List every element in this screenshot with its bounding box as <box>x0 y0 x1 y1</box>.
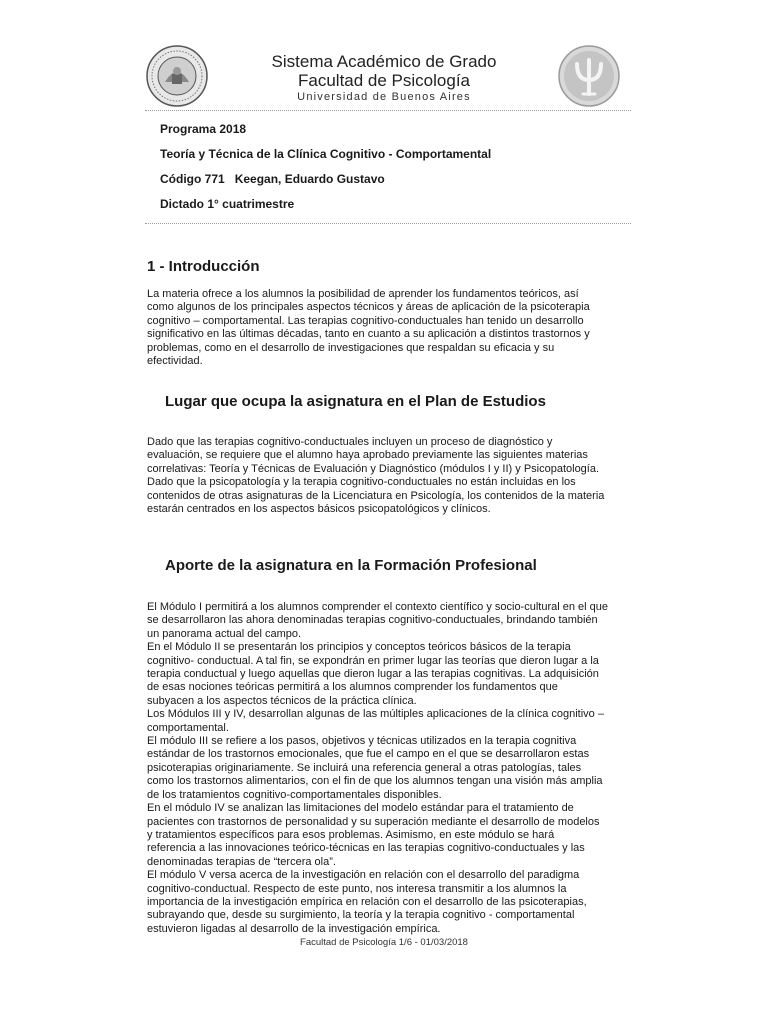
text-line: de los tratamientos cognitivo-comportamentales disponibles. <box>147 788 442 801</box>
text-line: se desarrollaron las ahora denominadas terapias cognitivo-conductuales, brindando también <box>147 614 598 627</box>
text-line: La materia ofrece a los alumnos la posibilidad de aprender los fundamentos teóricos, así <box>147 288 579 300</box>
text-line: cognitivo-conductual. Respecto de este punto, nos interesa transmitir a los alumnos la <box>147 882 567 895</box>
text-line: importancia de la investigación empírica en relación con el desarrollo de las psicoterapias, <box>147 895 587 908</box>
plan-paragraph <box>147 436 631 516</box>
faculty-name: Facultad de Psicología <box>298 71 470 90</box>
text-line: Los Módulos III y IV, desarrollan algunas de las múltiples aplicaciones de la clínica cognitivo – <box>147 708 604 721</box>
text-line: significativo en las últimas décadas, tanto en cuanto a su aplicación a distintos trastornos y <box>147 328 590 341</box>
intro-paragraph <box>147 288 631 368</box>
text-line: estarán centrados en los aspectos básicos psicopatológicos y clínicos. <box>147 503 491 516</box>
text-line: contenidos de otras asignaturas de la Licenciatura en Psicología, los contenidos de la materia <box>147 489 605 502</box>
plan-heading: Lugar que ocupa la asignatura en el Plan de Estudios <box>165 393 546 410</box>
text-line: terapia conductual y luego aquellas que dieron lugar a las terapias cognitivas. La adquisición <box>147 668 599 681</box>
course-term: Dictado 1° cuatrimestre <box>160 197 295 211</box>
text-line: un panorama actual del campo. <box>147 627 302 640</box>
program-year: Programa 2018 <box>160 122 247 136</box>
text-line: subrayando que, desde su surgimiento, la teoría y la terapia cognitivo - comportamental <box>147 909 575 922</box>
text-line: efectividad. <box>147 355 203 368</box>
system-title: Sistema Académico de Grado <box>271 52 497 71</box>
header-divider <box>145 110 631 111</box>
text-line: y tratamientos específicos para esos problemas. Asimismo, en este módulo se hará <box>147 828 555 841</box>
course-code: Código 771 <box>160 172 225 186</box>
text-line: cognitivo- conductual. A tal fin, se expondrán en primer lugar las teorías que dieron lugar a la <box>147 654 599 667</box>
text-line: pacientes con trastornos de personalidad y su superación mediante el desarrollo de modelos <box>147 815 600 828</box>
course-title: Teoría y Técnica de la Clínica Cognitivo - Comportamental <box>160 147 492 161</box>
text-line: de esas nociones teóricas permitirá a los alumnos comprender los fundamentos que <box>147 681 558 694</box>
text-line: evaluación, se requiere que el alumno haya aprobado previamente las siguientes materias <box>147 449 588 462</box>
program-divider <box>145 223 631 224</box>
text-line: psicoterapias originariamente. Se incluirá una referencia general a otras patologías, tales <box>147 761 582 774</box>
text-line: estándar de los trastornos emocionales, que fue el campo en el que se desarrollaron estas <box>147 748 590 761</box>
intro-heading: 1 - Introducción <box>147 258 260 275</box>
text-line: comportamental. <box>147 721 229 734</box>
page-footer: Facultad de Psicología 1/6 - 01/03/2018 <box>300 937 468 948</box>
text-line: El Módulo I permitirá a los alumnos comprender el contexto científico y socio-cultural en el que <box>147 601 609 613</box>
text-line: referencia a las innovaciones teórico-técnicas en las terapias cognitivo-conductuales y las <box>147 842 585 855</box>
text-line: El módulo III se refiere a los pasos, objetivos y técnicas utilizados en la terapia cognitiva <box>147 735 577 748</box>
text-line: denominadas terapias de “tercera ola”. <box>147 855 336 868</box>
university-name: Universidad de Buenos Aires <box>297 91 471 103</box>
text-line: cognitivo – comportamental. Las terapias cognitivo-conductuales han tenido un desarrollo <box>147 314 584 327</box>
text-line: En el Módulo II se presentarán los principios y conceptos teóricos básicos de la terapia <box>147 641 571 654</box>
course-code-professor <box>160 172 385 186</box>
aporte-heading: Aporte de la asignatura en la Formación Profesional <box>165 557 537 574</box>
text-line: como los trastornos alimentarios, con el fin de que los alumnos tengan una visión más amplia <box>147 775 603 788</box>
text-line: correlativas: Teoría y Técnicas de Evaluación y Diagnóstico (módulos I y II) y Psicopatología. <box>147 462 600 475</box>
text-line: En el módulo IV se analizan las limitaciones del modelo estándar para el tratamiento de <box>147 802 574 815</box>
text-line: subyacen a los aspectos técnicos de la práctica clínica. <box>147 694 417 707</box>
text-line: El módulo V versa acerca de la investigación en relación con el desarrollo del paradigma <box>147 869 580 882</box>
aporte-paragraph <box>147 601 631 936</box>
text-line: Dado que las terapias cognitivo-conductuales incluyen un proceso de diagnóstico y <box>147 436 553 448</box>
psychology-psi-logo <box>557 44 621 108</box>
text-line: Dado que la psicopatología y la terapia cognitivo-conductuales no están incluidas en los <box>147 476 576 489</box>
professor-name: Keegan, Eduardo Gustavo <box>234 172 385 186</box>
text-line: problemas, como en el desarrollo de investigaciones que respaldan su eficacia y su <box>147 341 555 354</box>
text-line: como algunos de los principales aspectos técnicos y áreas de aplicación de la psicoterapia <box>147 301 590 314</box>
text-line: estuvieron ligadas al desarrollo de la investigación empírica. <box>147 922 441 935</box>
